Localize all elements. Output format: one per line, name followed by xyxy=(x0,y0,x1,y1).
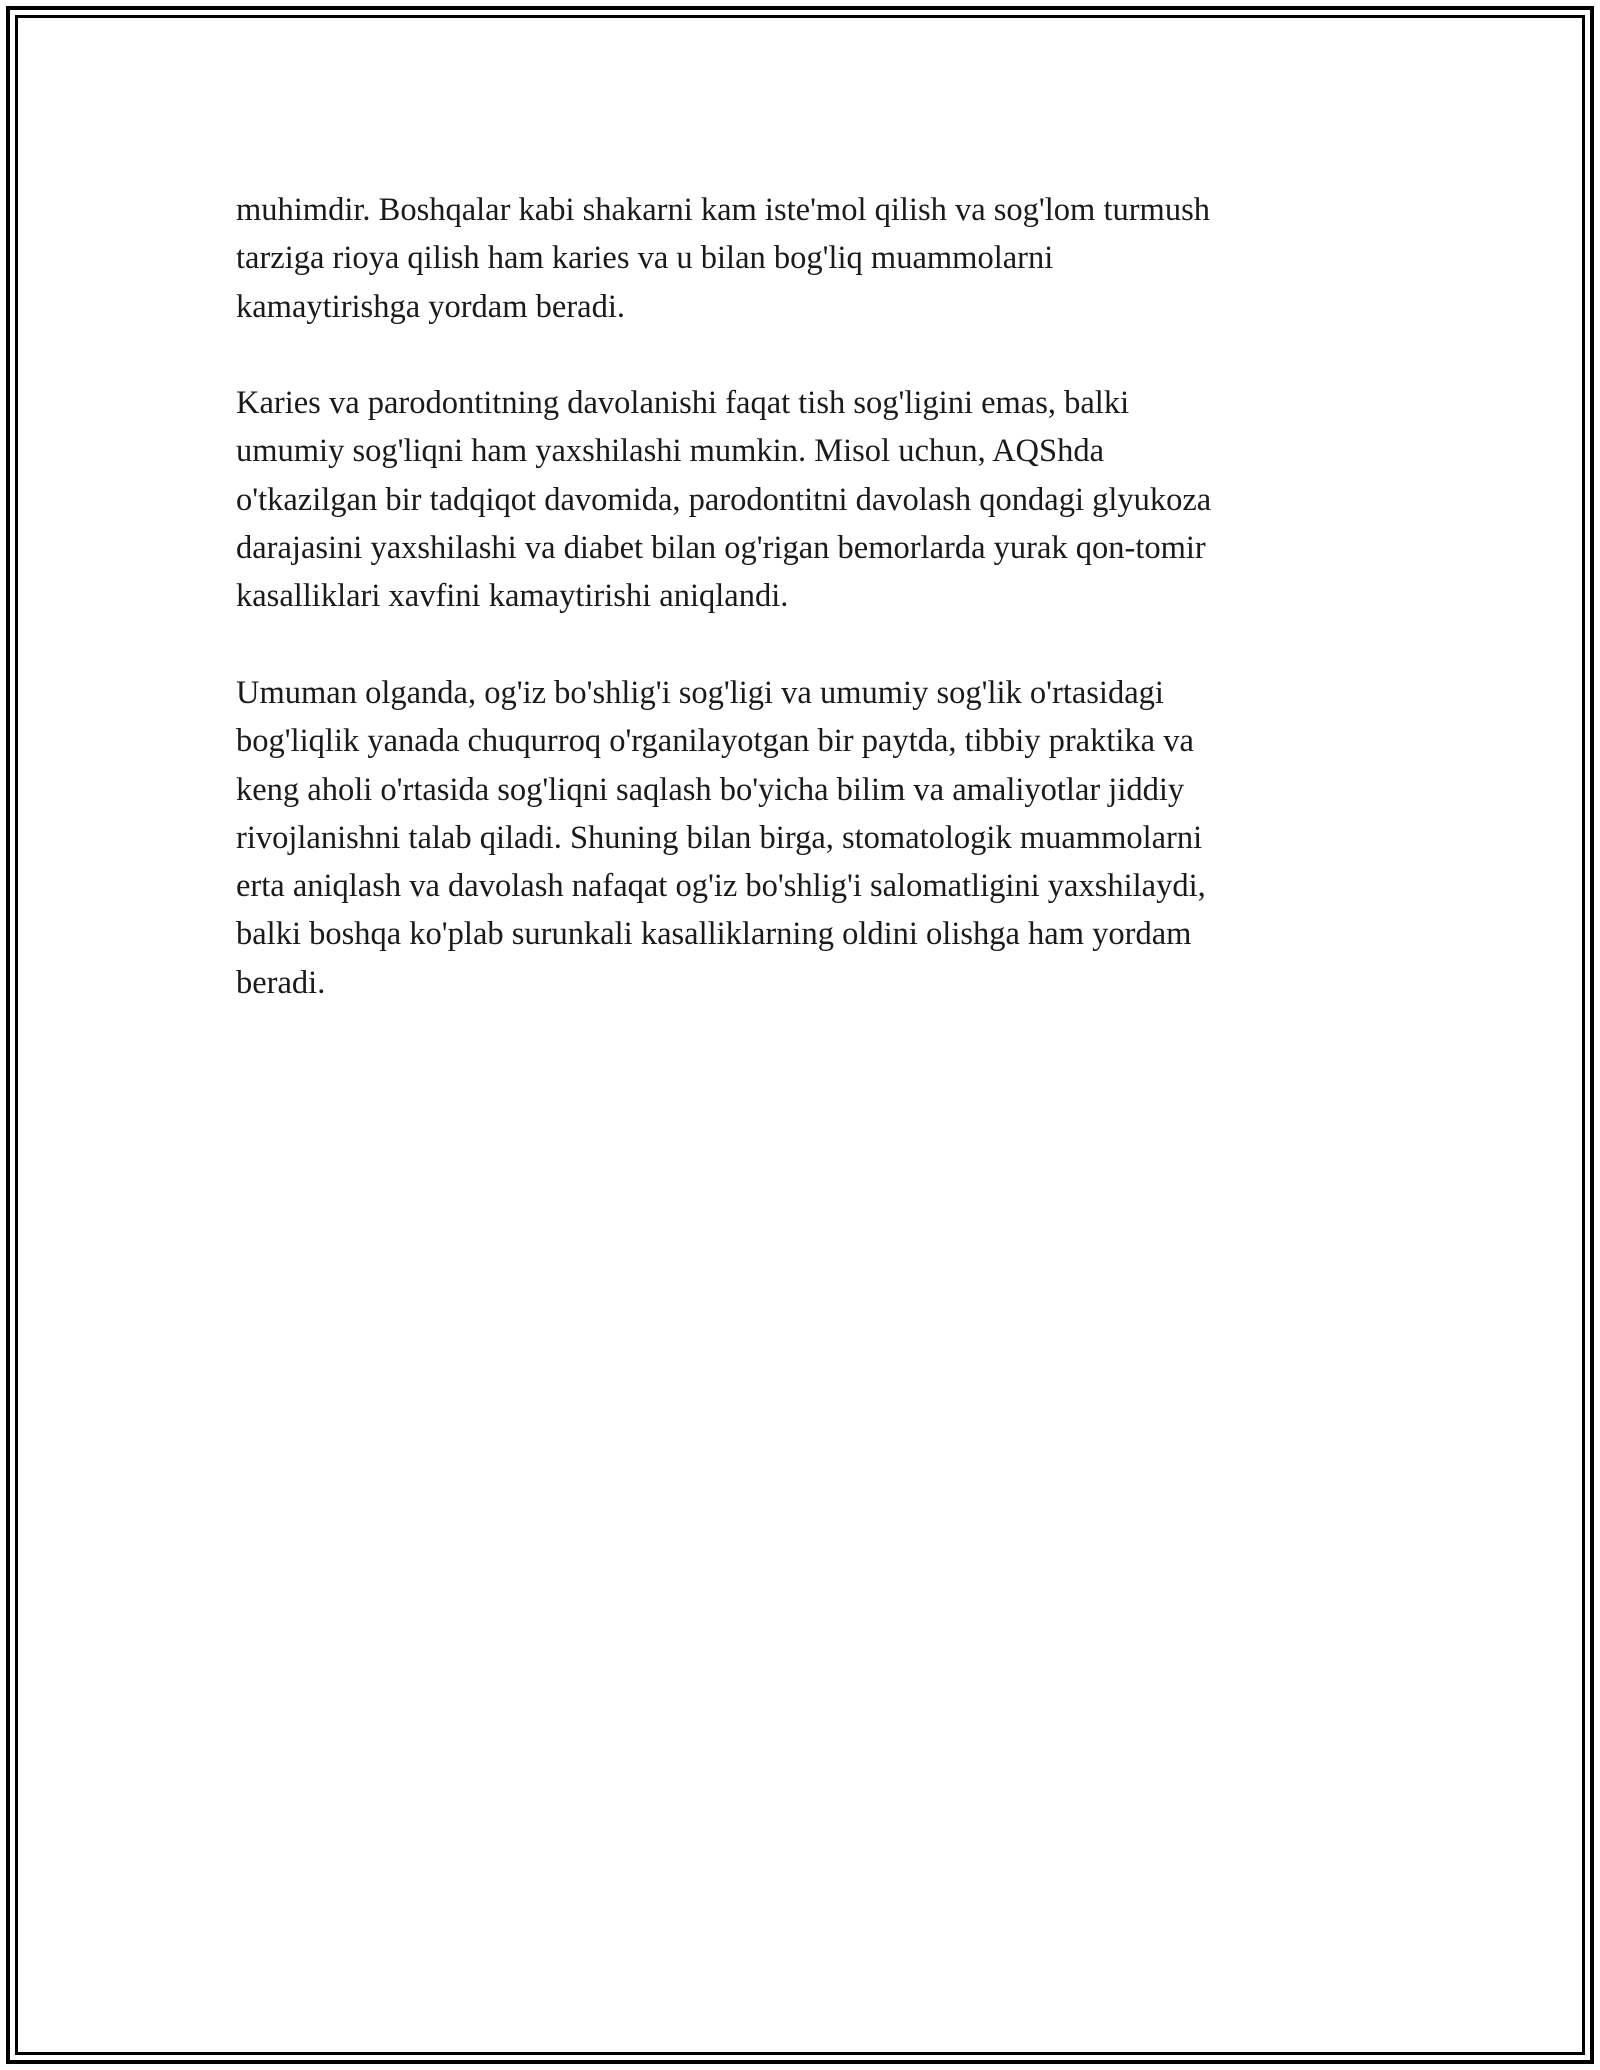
paragraph-2 xyxy=(236,379,1356,620)
text-line: Umuman olganda, og'iz bo'shlig'i sog'ligi va umumiy sog'lik o'rtasidagi xyxy=(236,674,1164,711)
text-line: tarziga rioya qilish ham karies va u bilan bog'liq muammolarni xyxy=(236,240,1054,277)
paragraph-3 xyxy=(236,669,1356,1007)
paragraph-1 xyxy=(236,186,1356,331)
text-line: erta aniqlash va davolash nafaqat og'iz bo'shlig'i salomatligini yaxshilaydi, xyxy=(236,868,1206,905)
text-line: balki boshqa ko'plab surunkali kasalliklarning oldini olishga ham yordam xyxy=(236,916,1192,953)
text-line: Karies va parodontitning davolanishi faqat tish sog'ligini emas, balki xyxy=(236,385,1130,422)
text-line: beradi. xyxy=(236,964,326,1001)
text-line: kamaytirishga yordam beradi. xyxy=(236,288,625,325)
text-line: darajasini yaxshilashi va diabet bilan og'rigan bemorlarda yurak qon-tomir xyxy=(236,530,1206,567)
text-line: rivojlanishni talab qiladi. Shuning bilan birga, stomatologik muammolarni xyxy=(236,819,1203,856)
text-line: bog'liqlik yanada chuqurroq o'rganilayotgan bir paytda, tibbiy praktika va xyxy=(236,723,1194,760)
text-line: o'tkazilgan bir tadqiqot davomida, parodontitni davolash qondagi glyukoza xyxy=(236,481,1212,518)
text-line: muhimdir. Boshqalar kabi shakarni kam iste'mol qilish va sog'lom turmush xyxy=(236,192,1210,228)
text-line: kasalliklari xavfini kamaytirishi aniqlandi. xyxy=(236,578,789,615)
text-line: umumiy sog'liqni ham yaxshilashi mumkin. Misol uchun, AQShda xyxy=(236,433,1105,470)
text-line: keng aholi o'rtasida sog'liqni saqlash bo'yicha bilim va amaliyotlar jiddiy xyxy=(236,771,1185,808)
document-body xyxy=(236,186,1356,1055)
